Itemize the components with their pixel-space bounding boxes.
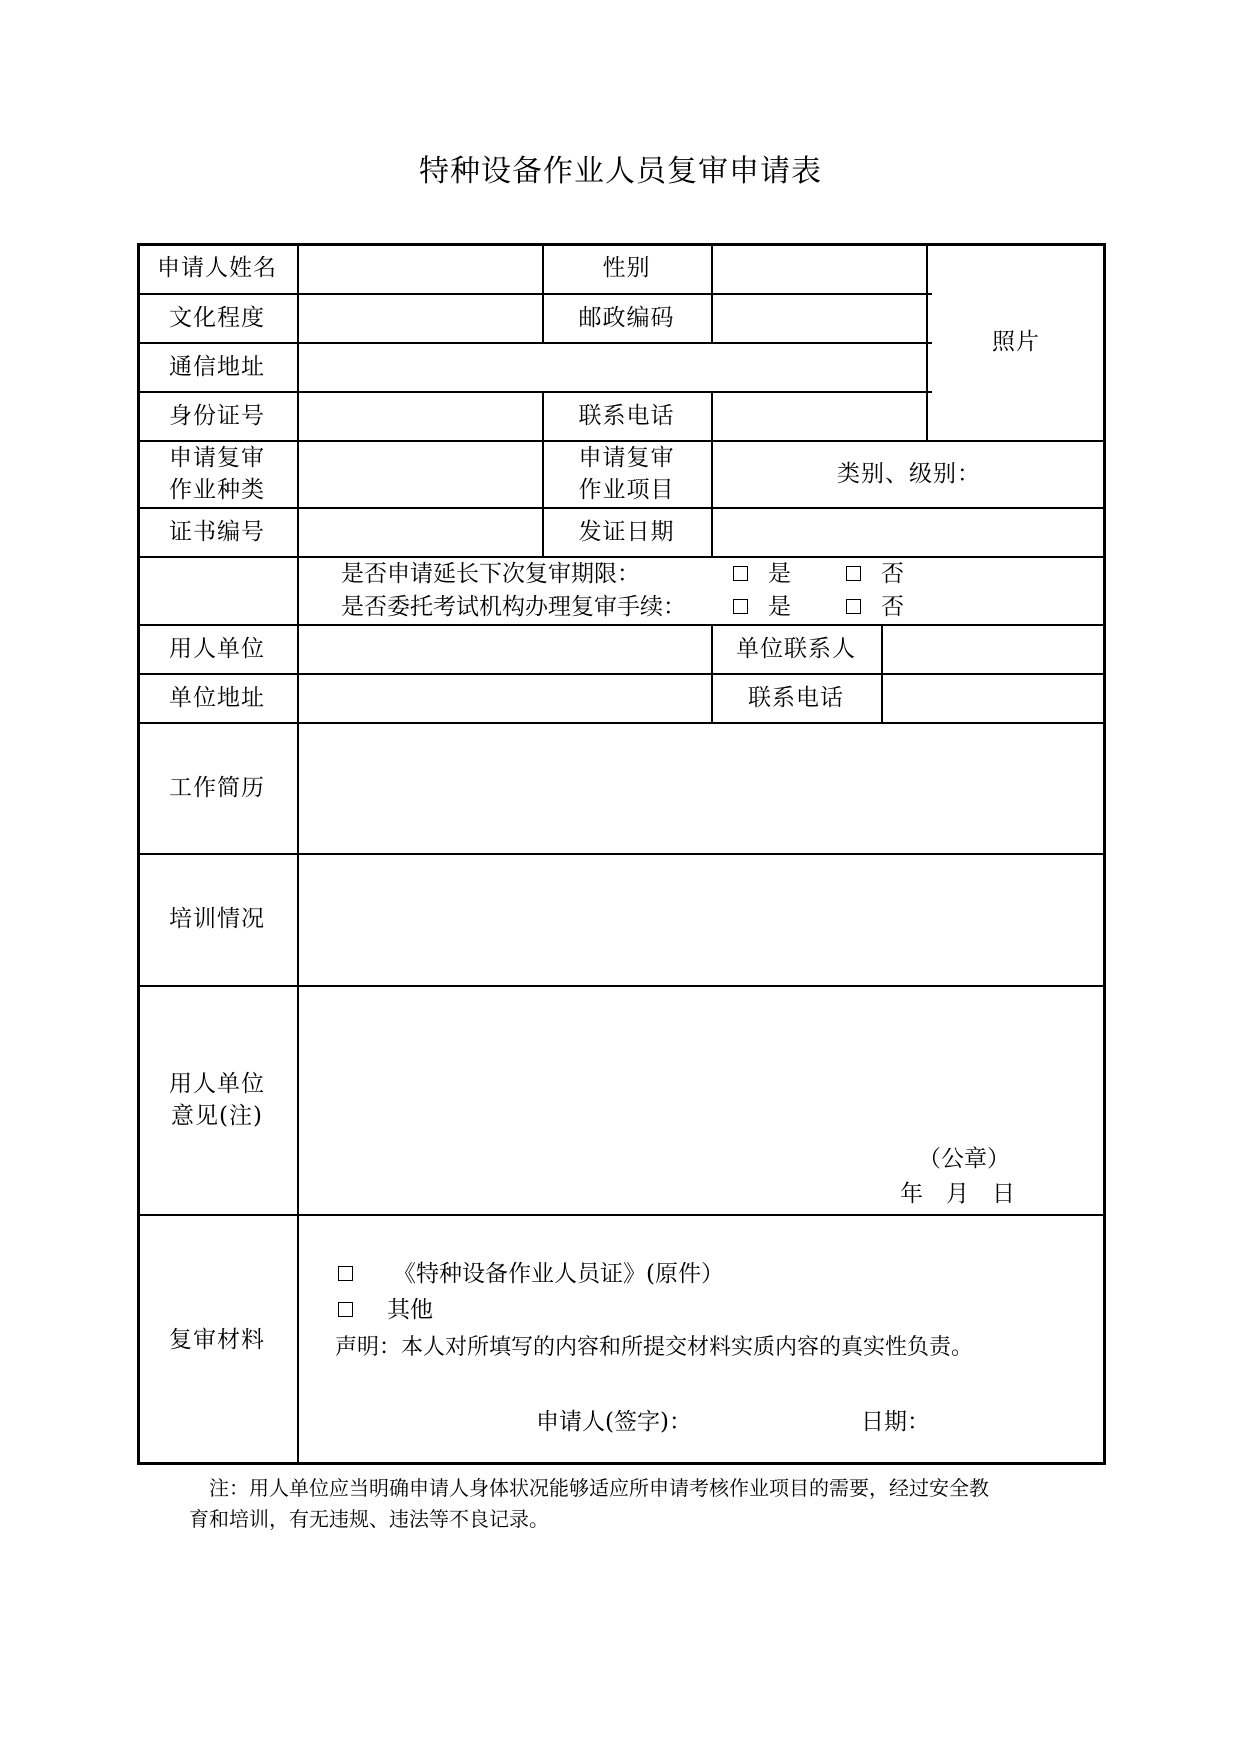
checkbox-entrust-no[interactable] (846, 599, 861, 614)
label-employer-address: 单位地址 (169, 684, 265, 711)
applicant-name-field[interactable] (298, 245, 542, 293)
option-no: 否 (881, 561, 904, 587)
label-employer-phone: 联系电话 (748, 684, 844, 711)
option-yes: 是 (768, 594, 791, 620)
material-certificate-label: 《特种设备作业人员证》(原件） (393, 1261, 724, 1287)
question-entrust-agency: 是否委托考试机构办理复审手续： (341, 594, 686, 620)
footnote-line1: 注：用人单位应当明确申请人身体状况能够适应所申请考核作业项目的需要，经过安全教 (209, 1476, 989, 1500)
checkbox-extend-yes[interactable] (733, 566, 748, 581)
label-applicant-name: 申请人姓名 (157, 255, 277, 281)
question-extend-review: 是否申请延长下次复审期限： (341, 561, 640, 587)
cert-number-field[interactable] (298, 508, 542, 556)
id-number-field[interactable] (298, 392, 542, 440)
checkbox-material-certificate[interactable] (338, 1266, 353, 1281)
label-training: 培训情况 (169, 906, 265, 932)
material-other-label: 其他 (387, 1297, 433, 1323)
phone-field[interactable] (712, 392, 926, 440)
label-postcode: 邮政编码 (578, 304, 675, 331)
label-issue-date: 发证日期 (578, 518, 675, 545)
option-no: 否 (881, 594, 904, 620)
label-review-item (542, 440, 711, 507)
education-field[interactable] (298, 294, 542, 342)
employer-contact-field[interactable] (882, 625, 1106, 673)
postcode-field[interactable] (712, 294, 926, 342)
label-cert-number: 证书编号 (169, 518, 265, 545)
label-education: 文化程度 (169, 304, 265, 331)
footnote-line2: 育和培训，有无违规、违法等不良记录。 (189, 1507, 549, 1531)
label-review-type-line1: 申请复审 (169, 444, 265, 471)
label-phone: 联系电话 (578, 402, 675, 429)
signature-label: 申请人(签字)： (536, 1409, 692, 1435)
checkbox-material-other[interactable] (338, 1302, 353, 1317)
work-history-field[interactable] (298, 723, 1106, 853)
checkbox-extend-no[interactable] (846, 566, 861, 581)
category-level-field[interactable]: 类别、级别： (837, 460, 981, 487)
training-field[interactable] (298, 854, 1106, 985)
label-employer-opinion-line2: 意见(注) (171, 1102, 263, 1129)
option-yes: 是 (768, 561, 791, 587)
employer-address-field[interactable] (298, 674, 711, 722)
label-review-item-line2: 作业项目 (578, 476, 675, 503)
review-type-field[interactable] (298, 441, 542, 507)
date-label: 日期： (861, 1409, 930, 1435)
label-employer-contact: 单位联系人 (736, 635, 856, 662)
label-address: 通信地址 (169, 353, 265, 380)
label-id-number: 身份证号 (169, 402, 265, 429)
label-gender: 性别 (602, 255, 651, 281)
checkbox-entrust-yes[interactable] (733, 599, 748, 614)
label-work-history: 工作简历 (169, 774, 265, 801)
label-review-type-line2: 作业种类 (169, 476, 265, 503)
label-employer: 用人单位 (169, 635, 265, 662)
label-review-type (137, 440, 297, 507)
employer-field[interactable] (298, 625, 711, 673)
label-employer-opinion-line1: 用人单位 (169, 1070, 265, 1097)
seal-date: 年 月 日 (900, 1181, 1015, 1207)
label-review-item-line1: 申请复审 (578, 444, 675, 471)
declaration-text: 声明：本人对所填写的内容和所提交材料实质内容的真实性负责。 (335, 1335, 974, 1360)
page-title: 特种设备作业人员复审申请表 (419, 154, 822, 189)
label-employer-opinion (137, 985, 297, 1214)
employer-phone-field[interactable] (882, 674, 1106, 722)
label-review-materials: 复审材料 (169, 1326, 265, 1353)
seal-label: （公章） (918, 1146, 1010, 1172)
photo-box: 照片 (992, 328, 1040, 355)
gender-field[interactable] (712, 245, 926, 293)
issue-date-field[interactable] (712, 508, 1106, 556)
address-field[interactable] (298, 343, 926, 391)
